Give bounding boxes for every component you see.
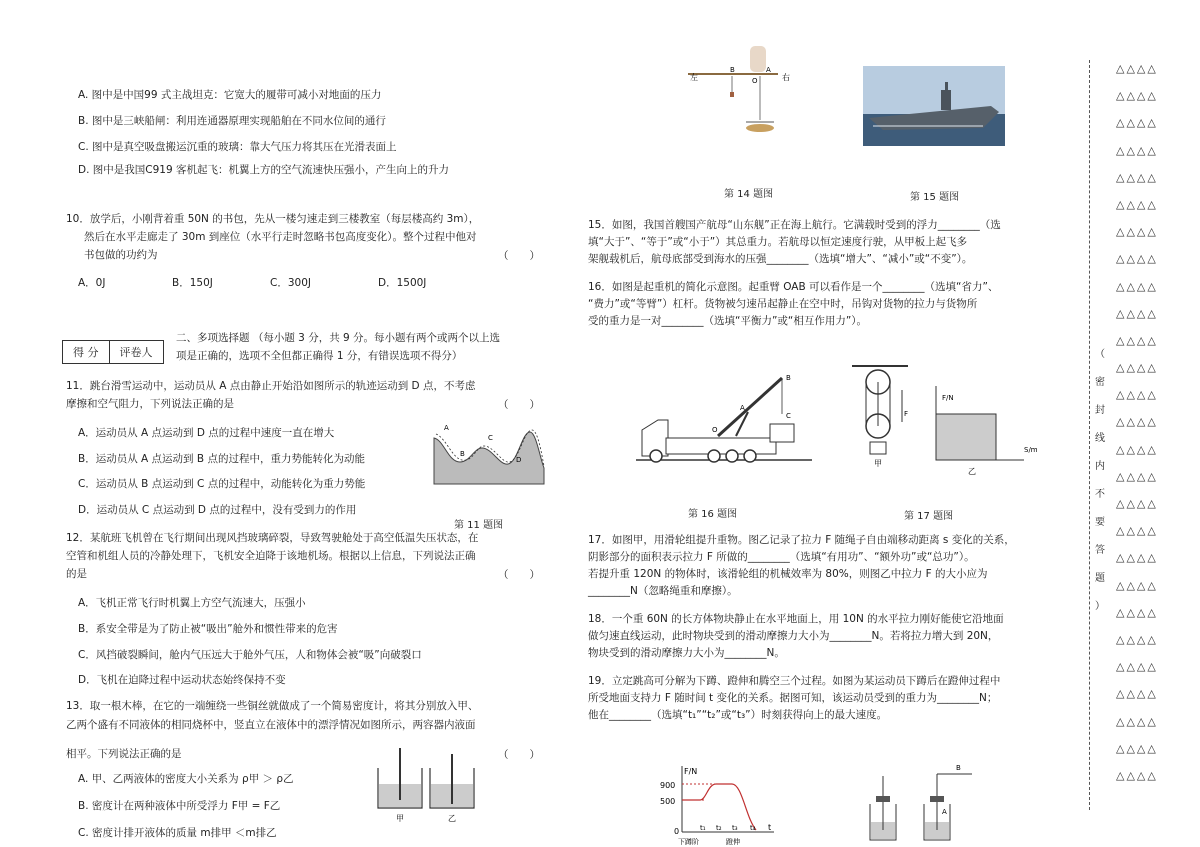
triangle-row: △△△△ (1116, 143, 1158, 157)
triangle-row: △△△△ (1116, 361, 1158, 375)
triangle-row: △△△△ (1116, 306, 1158, 320)
triangle-row: △△△△ (1116, 197, 1158, 211)
fig20-label-a: A (942, 808, 947, 816)
fig14-label-b: B (730, 66, 735, 74)
q13-option-a: A. 甲、乙两液体的密度大小关系为 ρ甲 ＞ ρ乙 (78, 773, 294, 785)
q11-option-c: C．运动员从 B 点运动到 C 点的过程中，动能转化为重力势能 (78, 478, 366, 490)
seal-char: 要 (1095, 517, 1105, 528)
seal-char: 封 (1095, 405, 1105, 416)
fig19-ylabel: F/N (684, 767, 698, 776)
q10-line-3: 书包做的功约为 (84, 249, 158, 261)
q12-option-a: A．飞机正常飞行时机翼上方空气流速大，压强小 (78, 597, 306, 609)
triangle-row: △△△△ (1116, 388, 1158, 402)
fig19-xlabel: t (768, 823, 772, 832)
q18-line-1: 18．一个重 60N 的长方体物块静止在水平地面上，用 10N 的水平拉力刚好能使它沿地面 (588, 613, 1004, 625)
q10-option-c: C．300J (270, 277, 311, 289)
fig19-t1: t₁ (700, 824, 706, 832)
q9-option-d: D. 图中是我国C919 客机起飞：机翼上方的空气流速快压强小，产生向上的升力 (78, 164, 449, 176)
fig20-label-b: B (956, 764, 961, 772)
seal-char: 题 (1095, 573, 1105, 584)
q10-option-b: B．150J (172, 277, 213, 289)
fig19-zero: 0 (674, 827, 680, 836)
section2-line-2: 项是正确的，选项不全但都正确得 1 分，有错误选项不得分） (176, 350, 463, 362)
force-time-graph (656, 762, 782, 847)
fig19-t3: t₃ (732, 824, 738, 832)
q15-line-3: 架舰载机后，航母底部受到海水的压强________（选填“增大”、“减小”或“不变”）。 (588, 253, 973, 265)
fig11-label-b: B (460, 450, 465, 458)
triangle-row: △△△△ (1116, 415, 1158, 429)
q18-line-2: 做匀速直线运动，此时物块受到的滑动摩擦力大小为________N。若将拉力增大到 20N， (588, 630, 999, 642)
hydrometer-beakers-figure (372, 746, 482, 824)
seal-dashed-line (1089, 60, 1090, 810)
triangle-row: △△△△ (1116, 741, 1158, 755)
fig19-phase-2: 蹬伸 (726, 838, 740, 846)
pulley-and-graph-figure (848, 362, 1044, 478)
fig17-label-jia: 甲 (874, 459, 882, 468)
q13-option-b: B. 密度计在两种液体中所受浮力 F甲 = F乙 (78, 800, 281, 812)
q9-option-a: A. 图中是中国99 式主战坦克：它宽大的履带可减小对地面的压力 (78, 89, 382, 101)
triangle-row: △△△△ (1116, 89, 1158, 103)
ski-jump-figure (430, 418, 546, 486)
fig14-label-a: A (766, 66, 771, 74)
triangle-row: △△△△ (1116, 714, 1158, 728)
triangle-row: △△△△ (1116, 225, 1158, 239)
fig19-t4: t₄ (750, 824, 756, 832)
triangle-row: △△△△ (1116, 442, 1158, 456)
seal-char: （ (1095, 349, 1105, 360)
seal-char: 不 (1095, 489, 1105, 500)
triangle-row: △△△△ (1116, 768, 1158, 782)
q13-line-2: 乙两个盛有不同液体的相同烧杯中，竖直立在液体中的漂浮情况如图所示，两容器内液面 (66, 719, 476, 731)
q13-answer-paren: （ ） (498, 749, 540, 761)
triangle-row: △△△△ (1116, 170, 1158, 184)
fig11-label-a: A (444, 424, 449, 432)
seal-char: 密 (1095, 377, 1105, 388)
q17-line-1: 17．如图甲，用滑轮组提升重物。图乙记录了拉力 F 随绳子自由端移动距离 s 变化的关系， (588, 534, 1015, 546)
fig16-label-b: B (786, 374, 791, 382)
q16-line-3: 受的重力是一对________（选填“平衡力”或“相互作用力”）。 (588, 315, 868, 327)
q10-option-a: A．0J (78, 277, 106, 289)
fig16-label-a: A (740, 404, 745, 412)
q13-option-c: C. 密度计排开液体的质量 m排甲 ＜m排乙 (78, 827, 277, 839)
q10-line-2: 然后在水平走廊走了 30m 到座位（水平行走时忽略书包高度变化）。整个过程中他对 (84, 231, 477, 243)
q19-line-2: 所受地面支持力 F 随时间 t 变化的关系。据图可知，该运动员受到的重力为________N； (588, 692, 998, 704)
q12-option-c: C．风挡破裂瞬间，舱内气压远大于舱外气压，人和物体会被“吸”向破裂口 (78, 649, 422, 661)
fig15-caption: 第 15 题图 (910, 192, 960, 203)
fig14-caption: 第 14 题图 (724, 189, 774, 200)
seal-notice (1093, 345, 1107, 625)
triangle-row: △△△△ (1116, 551, 1158, 565)
seal-char: ） (1095, 601, 1105, 612)
q13-line-1: 13．取一根木棒，在它的一端缠绕一些铜丝就做成了一个简易密度计，将其分别放入甲、 (66, 700, 479, 712)
triangle-row: △△△△ (1116, 687, 1158, 701)
triangle-row: △△△△ (1116, 252, 1158, 266)
seal-char: 内 (1095, 461, 1105, 472)
fig13-label-yi: 乙 (448, 814, 456, 823)
q17-line-3: 若提升重 120N 的物体时，该滑轮组的机械效率为 80%，则图乙中拉力 F 的大小应为 (588, 568, 988, 580)
fig17-caption: 第 17 题图 (904, 511, 954, 522)
score-cell: 得 分 (63, 341, 110, 364)
triangle-row: △△△△ (1116, 497, 1158, 510)
triangle-row: △△△△ (1116, 333, 1158, 347)
fig14-label-o: O (752, 77, 758, 85)
q11-option-b: B．运动员从 A 点运动到 B 点的过程中，重力势能转化为动能 (78, 453, 365, 465)
q9-option-b: B. 图中是三峡船闸：利用连通器原理实现船舶在不同水位间的通行 (78, 115, 386, 127)
fig19-y-500: 500 (660, 797, 676, 806)
q12-option-d: D．飞机在迫降过程中运动状态始终保持不变 (78, 674, 286, 686)
triangle-row: △△△△ (1116, 116, 1158, 130)
q16-line-2: “费力”或“等臂”）杠杆。货物被匀速吊起静止在空中时，吊钩对货物的拉力与货物所 (588, 298, 978, 310)
q11-answer-paren: （ ） (498, 399, 540, 411)
fig11-label-d: D (516, 456, 522, 464)
q9-option-c: C. 图中是真空吸盘搬运沉重的玻璃：靠大气压力将其压在光滑表面上 (78, 141, 397, 153)
triangle-row: △△△△ (1116, 632, 1158, 646)
flasks-figure (862, 764, 982, 847)
crane-truck-figure (636, 368, 812, 464)
fig17-label-fn: F/N (942, 394, 954, 402)
q15-line-2: 填“大于”、“等于”或“小于”）其总重力。若航母以恒定速度行驶，从甲板上起飞多 (588, 236, 968, 248)
q12-line-3: 的是 (66, 568, 87, 580)
fig11-caption: 第 11 题图 (454, 520, 504, 531)
triangle-row: △△△△ (1116, 279, 1158, 293)
triangle-row: △△△△ (1116, 605, 1158, 619)
score-table (62, 340, 164, 364)
q11-option-d: D．运动员从 C 点运动到 D 点的过程中，没有受到力的作用 (78, 504, 357, 516)
fig17-label-f: F (904, 410, 909, 418)
q15-line-1: 15．如图，我国首艘国产航母“山东舰”正在海上航行。它满载时受到的浮力________（选 (588, 219, 1001, 231)
fig17-label-sm: S/m (1024, 446, 1038, 454)
q16-line-1: 16．如图是起重机的简化示意图。起重臂 OAB 可以看作是一个________（选填“省力”、 (588, 281, 999, 293)
seal-char: 线 (1095, 433, 1105, 444)
q11-line-2: 摩擦和空气阻力，下列说法正确的是 (66, 398, 234, 410)
grader-cell: 评卷人 (109, 341, 163, 364)
q10-option-d: D．1500J (378, 277, 427, 289)
triangle-row: △△△△ (1116, 469, 1158, 483)
q12-line-1: 12．某航班飞机曾在飞行期间出现风挡玻璃碎裂，导致驾驶舱处于高空低温失压状态，在 (66, 532, 479, 544)
triangle-row: △△△△ (1116, 578, 1158, 592)
q19-line-3: 他在________（选填“t₁”“t₂”或“t₃”）时刻获得向上的最大速度。 (588, 709, 888, 721)
q10-line-1: 10．放学后，小刚背着重 50N 的书包，先从一楼匀速走到三楼教室（每层楼高约 3m）， (66, 213, 480, 225)
fig19-phase-1: 下蹲阶 (678, 838, 699, 846)
q18-line-3: 物块受到的滑动摩擦力大小为________N。 (588, 647, 785, 659)
q17-line-2: 阴影部分的面积表示拉力 F 所做的________（选填“有用功”、“额外功”或“总功”）。 (588, 551, 975, 563)
q10-answer-paren: （ ） (498, 250, 540, 262)
balance-figure (686, 42, 796, 138)
fig14-label-right: 右 (782, 73, 790, 82)
triangle-margin-column (1116, 62, 1186, 796)
q12-line-2: 空管和机组人员的冷静处理下，飞机安全迫降于该地机场。根据以上信息，下列说法正确 (66, 550, 476, 562)
fig19-t2: t₂ (716, 824, 722, 832)
triangle-row: △△△△ (1116, 62, 1158, 75)
q12-option-b: B．系安全带是为了防止被“吸出”舱外和惯性带来的危害 (78, 623, 338, 635)
aircraft-carrier-photo (863, 66, 1005, 146)
q11-line-1: 11．跳台滑雪运动中，运动员从 A 点由静止开始沿如图所示的轨迹运动到 D 点，不考虑 (66, 380, 476, 392)
q12-answer-paren: （ ） (498, 569, 540, 581)
seal-char: 答 (1095, 545, 1105, 556)
section2-line-1: 二、多项选择题 （每小题 3 分，共 9 分。每小题有两个或两个以上选 (176, 332, 501, 344)
fig19-y-900: 900 (660, 781, 676, 790)
triangle-row: △△△△ (1116, 660, 1158, 674)
fig16-label-c: C (786, 412, 791, 420)
fig16-caption: 第 16 题图 (688, 509, 738, 520)
fig17-label-yi: 乙 (968, 467, 976, 476)
q13-line-3: 相平。下列说法正确的是 (66, 748, 182, 760)
q17-line-4: ________N（忽略绳重和摩擦）。 (588, 585, 738, 597)
fig11-label-c: C (488, 434, 493, 442)
fig14-label-left: 左 (690, 73, 698, 82)
q11-option-a: A．运动员从 A 点运动到 D 点的过程中速度一直在增大 (78, 427, 335, 439)
q19-line-1: 19．立定跳高可分解为下蹲、蹬伸和腾空三个过程。如图为某运动员下蹲后在蹬伸过程中 (588, 675, 1001, 687)
fig16-label-o: O (712, 426, 718, 434)
triangle-row: △△△△ (1116, 524, 1158, 538)
fig13-label-jia: 甲 (396, 814, 404, 823)
